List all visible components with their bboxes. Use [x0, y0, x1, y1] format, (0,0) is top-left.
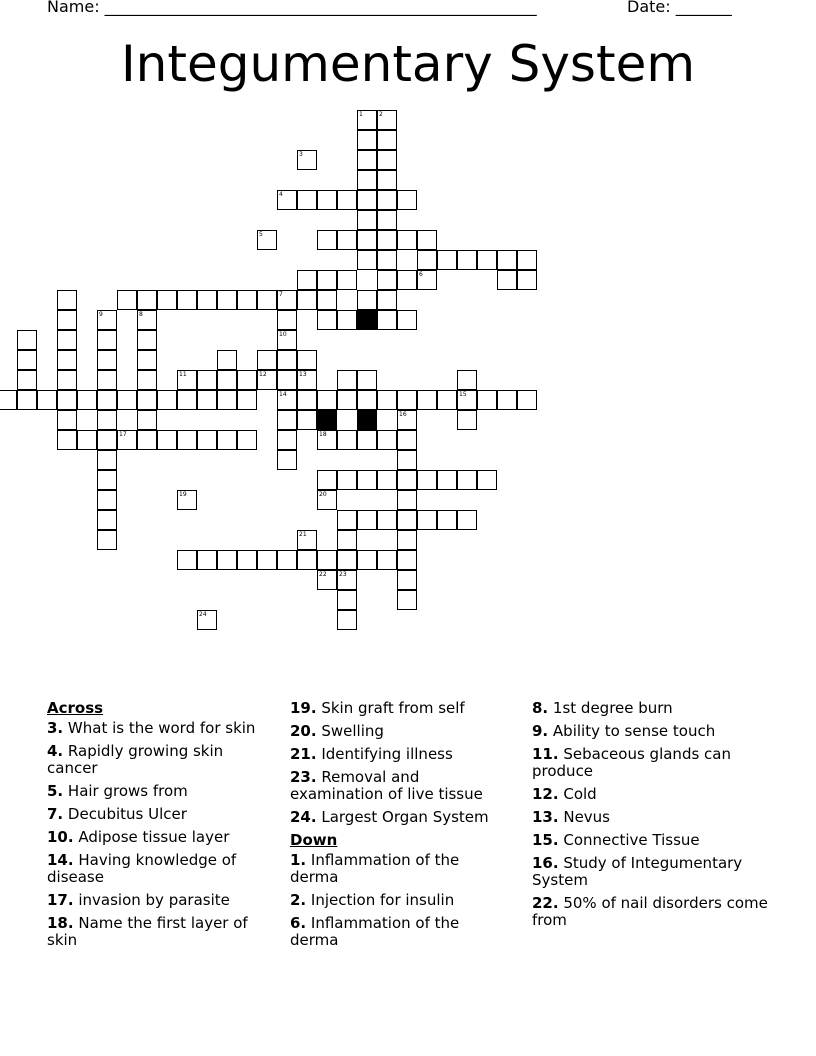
crossword-cell[interactable] — [37, 390, 57, 410]
clue-item — [47, 915, 272, 949]
clue-item-number: 8. — [532, 699, 549, 717]
clue-item — [532, 723, 772, 740]
crossword-cell[interactable] — [357, 470, 377, 490]
crossword-cell[interactable] — [337, 190, 357, 210]
crossword-cell[interactable] — [417, 390, 437, 410]
clue-number: 11 — [179, 371, 187, 378]
clue-number: 14 — [279, 391, 287, 398]
clue-item-number: 6. — [290, 914, 307, 932]
crossword-cell[interactable] — [177, 370, 197, 390]
crossword-cell[interactable] — [357, 290, 377, 310]
crossword-cell[interactable] — [437, 470, 457, 490]
clue-item-number: 16. — [532, 854, 559, 872]
clue-number: 16 — [399, 411, 407, 418]
crossword-cell[interactable] — [97, 370, 117, 390]
crossword-cell[interactable] — [337, 370, 357, 390]
clue-item-text: Injection for insulin — [306, 891, 455, 909]
crossword-cell[interactable] — [177, 430, 197, 450]
clue-item-number: 23. — [290, 768, 317, 786]
crossword-cell[interactable] — [457, 510, 477, 530]
crossword-block — [357, 410, 377, 430]
clue-item — [47, 743, 272, 777]
crossword-cell[interactable] — [277, 450, 297, 470]
crossword-cell[interactable] — [177, 290, 197, 310]
clue-item-text: Adipose tissue layer — [73, 828, 230, 846]
crossword-cell[interactable] — [357, 250, 377, 270]
crossword-cell[interactable] — [117, 290, 137, 310]
clue-item-text: Cold — [558, 785, 597, 803]
clue-column-2 — [290, 700, 510, 955]
crossword-cell[interactable] — [397, 310, 417, 330]
clue-item — [47, 720, 272, 737]
crossword-cell[interactable] — [377, 110, 397, 130]
crossword-cell[interactable] — [397, 570, 417, 590]
clue-item-number: 2. — [290, 891, 307, 909]
crossword-cell[interactable] — [217, 370, 237, 390]
clue-item — [532, 746, 772, 780]
date-field[interactable]: Date: _______ — [627, 0, 732, 16]
crossword-cell[interactable] — [317, 190, 337, 210]
crossword-cell[interactable] — [277, 290, 297, 310]
clue-number: 10 — [279, 331, 287, 338]
clue-item-text: Swelling — [316, 722, 384, 740]
crossword-cell[interactable] — [297, 550, 317, 570]
crossword-cell[interactable] — [217, 350, 237, 370]
crossword-cell[interactable] — [317, 390, 337, 410]
clue-item-text: Ability to sense touch — [548, 722, 716, 740]
crossword-cell[interactable] — [17, 390, 37, 410]
crossword-cell[interactable] — [377, 310, 397, 330]
clue-number: 1 — [359, 111, 363, 118]
clue-item-number: 14. — [47, 851, 74, 869]
crossword-cell[interactable] — [297, 290, 317, 310]
crossword-cell[interactable] — [437, 390, 457, 410]
crossword-cell[interactable] — [237, 550, 257, 570]
clue-item-number: 11. — [532, 745, 559, 763]
clue-number: 24 — [199, 611, 207, 618]
crossword-cell[interactable] — [277, 330, 297, 350]
crossword-cell[interactable] — [337, 270, 357, 290]
crossword-cell[interactable] — [397, 470, 417, 490]
crossword-cell[interactable] — [157, 290, 177, 310]
clue-item-number: 5. — [47, 782, 64, 800]
crossword-cell[interactable] — [377, 170, 397, 190]
crossword-cell[interactable] — [317, 470, 337, 490]
clue-item — [532, 786, 772, 803]
crossword-cell[interactable] — [437, 250, 457, 270]
clue-item-number: 21. — [290, 745, 317, 763]
crossword-cell[interactable] — [477, 250, 497, 270]
clue-item-text: 1st degree burn — [548, 699, 673, 717]
crossword-cell[interactable] — [277, 430, 297, 450]
crossword-cell[interactable] — [417, 270, 437, 290]
crossword-cell[interactable] — [277, 350, 297, 370]
crossword-cell[interactable] — [277, 310, 297, 330]
clue-item-text: 50% of nail disorders come from — [532, 894, 768, 929]
crossword-cell[interactable] — [117, 430, 137, 450]
crossword-cell[interactable] — [57, 350, 77, 370]
clue-item — [290, 700, 510, 717]
clue-item-number: 20. — [290, 722, 317, 740]
crossword-cell[interactable] — [377, 270, 397, 290]
crossword-cell[interactable] — [337, 430, 357, 450]
clue-item — [47, 806, 272, 823]
crossword-cell[interactable] — [257, 290, 277, 310]
crossword-cell[interactable] — [97, 450, 117, 470]
crossword-cell[interactable] — [417, 470, 437, 490]
crossword-cell[interactable] — [297, 190, 317, 210]
crossword-cell[interactable] — [377, 190, 397, 210]
section-heading: Down — [290, 831, 338, 849]
crossword-cell[interactable] — [297, 530, 317, 550]
clue-number: 5 — [259, 231, 263, 238]
clue-number: 15 — [459, 391, 467, 398]
crossword-cell[interactable] — [57, 310, 77, 330]
clue-item — [290, 723, 510, 740]
clue-item-number: 10. — [47, 828, 74, 846]
clue-number: 4 — [279, 191, 283, 198]
clue-number: 19 — [179, 491, 187, 498]
crossword-cell[interactable] — [397, 450, 417, 470]
crossword-cell[interactable] — [177, 390, 197, 410]
crossword-cell[interactable] — [77, 390, 97, 410]
crossword-cell[interactable] — [297, 410, 317, 430]
crossword-cell[interactable] — [337, 530, 357, 550]
crossword-cell[interactable] — [517, 270, 537, 290]
crossword-cell[interactable] — [97, 310, 117, 330]
crossword-cell[interactable] — [337, 570, 357, 590]
crossword-cell[interactable] — [157, 390, 177, 410]
crossword-cell[interactable] — [357, 150, 377, 170]
clue-number: 22 — [319, 571, 327, 578]
crossword-cell[interactable] — [357, 230, 377, 250]
crossword-cell[interactable] — [97, 530, 117, 550]
crossword-cell[interactable] — [57, 410, 77, 430]
crossword-cell[interactable] — [237, 290, 257, 310]
crossword-cell[interactable] — [337, 590, 357, 610]
clue-item-text: Having knowledge of disease — [47, 851, 237, 886]
clue-item-number: 9. — [532, 722, 549, 740]
crossword-cell[interactable] — [57, 370, 77, 390]
crossword-cell[interactable] — [57, 290, 77, 310]
clue-column-3 — [532, 700, 772, 935]
crossword-cell[interactable] — [397, 550, 417, 570]
clue-item-number: 22. — [532, 894, 559, 912]
crossword-cell[interactable] — [297, 150, 317, 170]
crossword-cell[interactable] — [357, 370, 377, 390]
crossword-cell[interactable] — [97, 350, 117, 370]
crossword-cell[interactable] — [357, 110, 377, 130]
clue-item-text: Study of Integumentary System — [532, 854, 743, 889]
crossword-cell[interactable] — [137, 330, 157, 350]
crossword-cell[interactable] — [377, 390, 397, 410]
clue-item-number: 13. — [532, 808, 559, 826]
crossword-cell[interactable] — [417, 230, 437, 250]
crossword-cell[interactable] — [277, 410, 297, 430]
crossword-cell[interactable] — [217, 550, 237, 570]
crossword-cell[interactable] — [57, 390, 77, 410]
crossword-cell[interactable] — [97, 330, 117, 350]
clue-item-text: Rapidly growing skin cancer — [47, 742, 224, 777]
crossword-cell[interactable] — [137, 410, 157, 430]
crossword-cell[interactable] — [357, 130, 377, 150]
crossword-cell[interactable] — [57, 330, 77, 350]
crossword-cell[interactable] — [157, 430, 177, 450]
clue-item-number: 4. — [47, 742, 64, 760]
clue-item — [290, 809, 510, 826]
crossword-cell[interactable] — [357, 390, 377, 410]
crossword-cell[interactable] — [97, 390, 117, 410]
clue-item-number: 15. — [532, 831, 559, 849]
crossword-cell[interactable] — [277, 190, 297, 210]
clue-item-text: What is the word for skin — [63, 719, 256, 737]
clue-number: 6 — [419, 271, 423, 278]
clue-item-text: Skin graft from self — [316, 699, 465, 717]
crossword-cell[interactable] — [397, 230, 417, 250]
crossword-cell[interactable] — [357, 550, 377, 570]
crossword-cell[interactable] — [517, 390, 537, 410]
crossword-cell[interactable] — [397, 590, 417, 610]
crossword-cell[interactable] — [257, 230, 277, 250]
crossword-cell[interactable] — [237, 370, 257, 390]
clue-number: 21 — [299, 531, 307, 538]
crossword-cell[interactable] — [277, 390, 297, 410]
crossword-cell[interactable] — [237, 390, 257, 410]
crossword-cell[interactable] — [377, 470, 397, 490]
crossword-cell[interactable] — [337, 510, 357, 530]
clue-item-number: 3. — [47, 719, 64, 737]
crossword-cell[interactable] — [137, 290, 157, 310]
crossword-cell[interactable] — [97, 490, 117, 510]
clue-item — [47, 892, 272, 909]
crossword-cell[interactable] — [297, 350, 317, 370]
clue-item — [532, 700, 772, 717]
clue-number: 2 — [379, 111, 383, 118]
crossword-cell[interactable] — [137, 370, 157, 390]
clue-number: 7 — [279, 291, 283, 298]
crossword-cell[interactable] — [317, 570, 337, 590]
clue-item-text: Name the first layer of skin — [47, 914, 248, 949]
clue-number: 13 — [299, 371, 307, 378]
clue-number: 18 — [319, 431, 327, 438]
crossword-cell[interactable] — [137, 430, 157, 450]
crossword-cell[interactable] — [377, 430, 397, 450]
clue-item — [47, 829, 272, 846]
clue-item — [290, 746, 510, 763]
crossword-cell[interactable] — [317, 490, 337, 510]
clue-item-number: 17. — [47, 891, 74, 909]
crossword-cell[interactable] — [97, 410, 117, 430]
crossword-cell[interactable] — [377, 290, 397, 310]
crossword-cell[interactable] — [357, 210, 377, 230]
clue-item-text: Nevus — [558, 808, 610, 826]
clue-item — [290, 915, 510, 949]
clue-item-number: 1. — [290, 851, 307, 869]
crossword-cell[interactable] — [137, 350, 157, 370]
crossword-cell[interactable] — [17, 350, 37, 370]
crossword-cell[interactable] — [217, 290, 237, 310]
crossword-cell[interactable] — [257, 350, 277, 370]
crossword-cell[interactable] — [497, 250, 517, 270]
crossword-cell[interactable] — [377, 510, 397, 530]
crossword-cell[interactable] — [417, 250, 437, 270]
crossword-cell[interactable] — [277, 370, 297, 390]
clue-item-text: Decubitus Ulcer — [63, 805, 187, 823]
crossword-cell[interactable] — [197, 370, 217, 390]
clue-number: 3 — [299, 151, 303, 158]
crossword-cell[interactable] — [237, 430, 257, 450]
crossword-cell[interactable] — [177, 490, 197, 510]
crossword-cell[interactable] — [497, 270, 517, 290]
crossword-cell[interactable] — [97, 470, 117, 490]
clue-item-text: Hair grows from — [63, 782, 188, 800]
clue-number: 9 — [99, 311, 103, 318]
crossword-block — [357, 310, 377, 330]
crossword-cell[interactable] — [457, 370, 477, 390]
crossword-cell[interactable] — [77, 430, 97, 450]
clue-item — [47, 783, 272, 800]
crossword-cell[interactable] — [477, 390, 497, 410]
clue-item — [532, 832, 772, 849]
crossword-cell[interactable] — [197, 550, 217, 570]
crossword-cell[interactable] — [377, 230, 397, 250]
crossword-cell[interactable] — [117, 390, 137, 410]
section-heading: Across — [47, 699, 104, 717]
clue-item — [532, 855, 772, 889]
crossword-cell[interactable] — [337, 310, 357, 330]
crossword-cell[interactable] — [457, 390, 477, 410]
clue-item — [532, 895, 772, 929]
clue-item — [47, 852, 272, 886]
crossword-cell[interactable] — [297, 270, 317, 290]
crossword-cell[interactable] — [457, 470, 477, 490]
crossword-cell[interactable] — [257, 550, 277, 570]
crossword-cell[interactable] — [477, 470, 497, 490]
crossword-cell[interactable] — [97, 430, 117, 450]
crossword-cell[interactable] — [357, 510, 377, 530]
crossword-cell[interactable] — [397, 270, 417, 290]
crossword-cell[interactable] — [357, 190, 377, 210]
crossword-cell[interactable] — [317, 230, 337, 250]
clue-item — [290, 769, 510, 803]
crossword-cell[interactable] — [337, 550, 357, 570]
crossword-cell[interactable] — [357, 170, 377, 190]
clue-item-number: 12. — [532, 785, 559, 803]
crossword-cell[interactable] — [17, 330, 37, 350]
crossword-cell[interactable] — [317, 430, 337, 450]
clue-item-number: 19. — [290, 699, 317, 717]
crossword-cell[interactable] — [337, 390, 357, 410]
clue-item-text: Connective Tissue — [558, 831, 700, 849]
crossword-cell[interactable] — [497, 390, 517, 410]
clue-item-text: Inflammation of the derma — [290, 851, 460, 886]
clue-number: 12 — [259, 371, 267, 378]
crossword-cell[interactable] — [257, 370, 277, 390]
clue-number: 23 — [339, 571, 347, 578]
crossword-cell[interactable] — [377, 550, 397, 570]
crossword-cell[interactable] — [177, 550, 197, 570]
page-title: Integumentary System — [120, 35, 696, 93]
clue-item-text: Identifying illness — [316, 745, 453, 763]
crossword-cell[interactable] — [137, 310, 157, 330]
crossword-cell[interactable] — [517, 250, 537, 270]
crossword-block — [317, 410, 337, 430]
clue-column-1 — [47, 700, 272, 955]
clue-item — [290, 892, 510, 909]
crossword-cell[interactable] — [377, 210, 397, 230]
crossword-cell[interactable] — [397, 530, 417, 550]
crossword-cell[interactable] — [217, 390, 237, 410]
clue-item-text: Largest Organ System — [316, 808, 489, 826]
crossword-cell[interactable] — [377, 150, 397, 170]
crossword-cell[interactable] — [197, 390, 217, 410]
crossword-cell[interactable] — [397, 510, 417, 530]
crossword-cell[interactable] — [337, 610, 357, 630]
crossword-cell[interactable] — [317, 290, 337, 310]
clue-item — [290, 852, 510, 886]
crossword-cell[interactable] — [197, 430, 217, 450]
crossword-cell[interactable] — [137, 390, 157, 410]
crossword-cell[interactable] — [397, 490, 417, 510]
crossword-cell[interactable] — [377, 130, 397, 150]
crossword-cell[interactable] — [337, 230, 357, 250]
crossword-cell[interactable] — [17, 370, 37, 390]
clue-item-text: Inflammation of the derma — [290, 914, 460, 949]
crossword-cell[interactable] — [317, 270, 337, 290]
crossword-cell[interactable] — [197, 610, 217, 630]
crossword-cell[interactable] — [397, 190, 417, 210]
crossword-cell[interactable] — [397, 390, 417, 410]
clue-item-number: 24. — [290, 808, 317, 826]
crossword-cell[interactable] — [417, 510, 437, 530]
crossword-cell[interactable] — [217, 430, 237, 450]
crossword-cell[interactable] — [317, 550, 337, 570]
clue-number: 8 — [139, 311, 143, 318]
crossword-cell[interactable] — [397, 430, 417, 450]
clue-item-number: 7. — [47, 805, 64, 823]
crossword-cell[interactable] — [277, 550, 297, 570]
crossword-cell[interactable] — [357, 430, 377, 450]
crossword-cell[interactable] — [297, 370, 317, 390]
clue-number: 17 — [119, 431, 127, 438]
crossword-cell[interactable] — [457, 250, 477, 270]
clue-item — [532, 809, 772, 826]
crossword-cell[interactable] — [397, 410, 417, 430]
clue-item-text: Sebaceous glands can produce — [532, 745, 731, 780]
crossword-cell[interactable] — [437, 510, 457, 530]
clue-item-number: 18. — [47, 914, 74, 932]
crossword-cell[interactable] — [197, 290, 217, 310]
crossword-cell[interactable] — [57, 430, 77, 450]
crossword-cell[interactable] — [97, 510, 117, 530]
clue-item-text: Removal and examination of live tissue — [290, 768, 483, 803]
crossword-cell[interactable] — [0, 390, 17, 410]
clue-number: 20 — [319, 491, 327, 498]
name-field[interactable]: Name: ______________________________________________________ — [47, 0, 537, 16]
crossword-cell[interactable] — [317, 310, 337, 330]
crossword-cell[interactable] — [377, 250, 397, 270]
crossword-cell[interactable] — [457, 410, 477, 430]
crossword-cell[interactable] — [337, 470, 357, 490]
crossword-cell[interactable] — [297, 390, 317, 410]
clue-item-text: invasion by parasite — [73, 891, 230, 909]
